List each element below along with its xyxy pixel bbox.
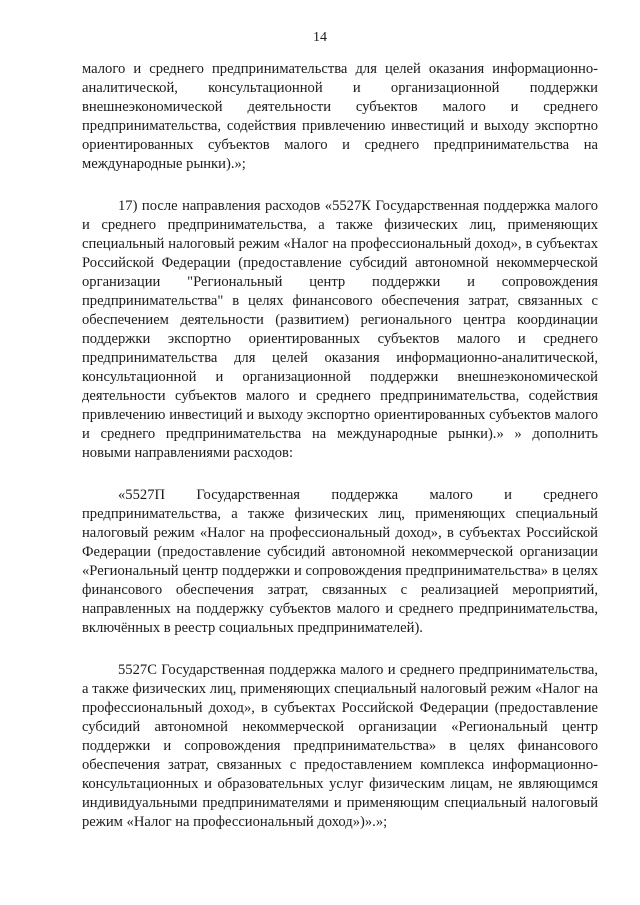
paragraph-continuation: малого и среднего предпринимательства для целей оказания информационно-аналитической, консультационной и организационной поддержки внешнеэкономической деятельности субъектов малого и среднего предпринимательства, содействия привлечению инвестиций и выходу экспортно ориентированных субъектов малого и среднего предпринимательства на международные рынки).»; <box>82 61 598 172</box>
page-number: 14 <box>313 30 327 45</box>
paragraph-5527p: «5527П Государственная поддержка малого и среднего предпринимательства, а также физических лиц, применяющих специальный налоговый режим «Налог на профессиональный доход», в субъектах Российской Федерации (предоставление субсидий автономной некоммерческой организации «Региональный центр поддержки и сопровождения предпринимательства» в целях финансового обеспечения затрат, связанных с реализацией мероприятий, направленных на поддержку субъектов малого и среднего предпринимательства, включённых в реестр социальных предпринимателей). <box>82 487 598 636</box>
document-body <box>82 60 598 832</box>
paragraph-gap <box>82 174 598 197</box>
paragraph-item-17: 17) после направления расходов «5527К Государственная поддержка малого и среднего предпринимательства, а также физических лиц, применяющих специальный налоговый режим «Налог на профессиональный доход», в субъектах Российской Федерации (предоставление субсидий автономной некоммерческой организации "Региональный центр поддержки и сопровождения предпринимательства" в целях финансового обеспечения затрат, связанных с обеспечением деятельности (развитием) регионального центра координации поддержки экспортно ориентированных субъектов малого и среднего предпринимательства для целей оказания информационно-аналитической, консультационной и организационной поддержки внешнеэкономической деятельности субъектов малого и среднего предпринимательства, содействия привлечению инвестиций и выходу экспортно ориентированных субъектов малого и среднего предпринимательства на международные рынки).» » дополнить новыми направлениями расходов: <box>82 198 598 461</box>
paragraph-gap <box>82 463 598 486</box>
paragraph-5527s: 5527С Государственная поддержка малого и среднего предпринимательства, а также физических лиц, применяющих специальный налоговый режим «Налог на профессиональный доход», в субъектах Российской Федерации (предоставление субсидий автономной некоммерческой организации «Региональный центр поддержки и сопровождения предпринимательства» в целях финансового обеспечения затрат, связанных с предоставлением комплекса информационно-консультационных и образовательных услуг физическим лицам, не являющимся индивидуальными предпринимателями и применяющим специальный налоговый режим «Налог на профессиональный доход»)».»; <box>82 662 598 830</box>
paragraph-gap <box>82 638 598 661</box>
